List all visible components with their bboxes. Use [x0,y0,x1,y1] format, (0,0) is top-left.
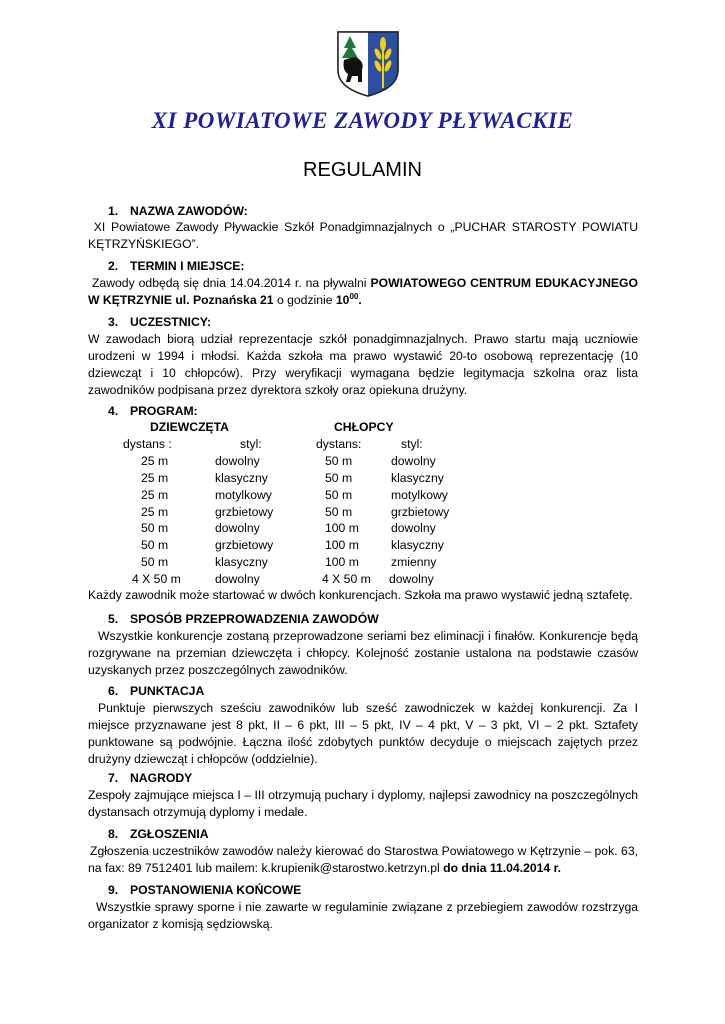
girls-style: dowolny [215,454,260,468]
girls-style: grzbietowy [215,538,274,552]
section-heading-5: 5. SPOSÓB PRZEPROWADZENIA ZAWODÓW [108,612,379,626]
girls-style-label: styl: [240,437,262,451]
girls-header: DZIEWCZĘTA [150,420,229,434]
girls-distance: 50 m [141,521,169,535]
girls-distance: 25 m [141,488,169,502]
boys-distance: 100 m [325,538,359,552]
boys-distance: 100 m [325,555,359,569]
boys-distance: 50 m [325,488,353,502]
document-title: XI POWIATOWE ZAWODY PŁYWACKIE [151,108,574,133]
girls-distance: 25 m [141,505,169,519]
girls-style: klasyczny [215,555,268,569]
section-5-text: Wszystkie konkurencje zostaną przeprowadzone seriami bez eliminacji i finałów. Konkurencje będą rozgrywane na przemian dziewczęta i chłopcy. Kolejność zostanie ustalona na podstawie czasów uzyskanych przez poszczególnych zawodników. [88,629,638,677]
section-9-text: Wszystkie sprawy sporne i nie zawarte w regulaminie związane z przebiegiem zawodów rozstrzyga organizator z komisją sędziowską. [88,900,638,931]
girls-distance: 50 m [141,538,169,552]
section-heading-1: 1. NAZWA ZAWODÓW: [108,204,248,218]
boys-style: motylkowy [391,488,448,502]
girls-style: klasyczny [215,471,268,485]
section-heading-8: 8. ZGŁOSZENIA [108,827,209,841]
section-heading-4: 4. PROGRAM: [108,404,198,418]
section-6-text: Punktuje pierwszych sześciu zawodników lub sześć zawodniczek w każdej konkurencji. Za I miejsce przyznawane jest 8 pkt, II – 6 pkt, III – 5 pkt, IV – 4 pkt, V – 3 pkt, VI – 2 pkt. Sztafety punktowane są podwójnie. Łączna ilość zdobytych punktów decyduje o miejscach zajętych przez drużyny dziewcząt i chłopców (oddzielnie). [88,701,638,766]
section-2-text: Zawody odbędą się dnia 14.04.2014 r. na pływalni POWIATOWEGO CENTRUM EDUKACYJNEGO W KĘTRZYNIE ul. Poznańska 21 o godzinie $10^{00}$. [88,276,639,307]
boys-style: klasyczny [391,538,444,552]
girls-style: grzbietowy [215,505,274,519]
boys-header: CHŁOPCY [334,420,394,434]
boys-distance: 50 m [325,471,353,485]
boys-distance: 4 X 50 m [322,572,371,586]
section-3-text: W zawodach biorą udział reprezentacje szkół ponadgimnazjalnych. Prawo startu mają uczniowie urodzeni w 1994 i młodsi. Każda szkoła ma prawo wystawić 20-to osobową reprezentację (10 dziewcząt i 10 chłopców). Przy weryfikacji wymagana będzie legitymacja szkolna oraz lista zawodników podpisana przez dyrektora szkoły oraz opiekuna drużyny. [88,332,638,397]
boys-style: dowolny [389,572,434,586]
girls-distance: 25 m [141,471,169,485]
girls-distance: 25 m [141,454,169,468]
girls-style: dowolny [215,521,260,535]
boys-style: zmienny [391,555,437,569]
boys-distance: 50 m [325,505,353,519]
section-heading-3: 3. UCZESTNICY: [108,315,212,329]
section-heading-9: 9. POSTANOWIENIA KOŃCOWE [108,883,302,897]
girls-distance: 4 X 50 m [132,572,181,586]
boys-distance: 100 m [325,521,359,535]
section-7-text: Zespoły zajmujące miejsca I – III otrzymują puchary i dyplomy, najlepsi zawodnicy na poszczególnych dystansach otrzymują dyplomy i medale. [88,788,638,819]
boys-style: dowolny [391,454,436,468]
boys-style: grzbietowy [391,505,450,519]
girls-distance-label: dystans : [123,437,172,451]
girls-style: dowolny [215,572,260,586]
boys-style: dowolny [391,521,436,535]
boys-distance-label: dystans: [316,437,362,451]
section-heading-7: 7. NAGRODY [108,771,193,785]
section-heading-6: 6. PUNKTACJA [108,684,205,698]
girls-style: motylkowy [215,488,272,502]
boys-style-label: styl: [401,437,423,451]
section-1-text: XI Powiatowe Zawody Pływackie Szkół Ponadgimnazjalnych o „PUCHAR STAROSTY POWIATU KĘTRZYŃSKIEGO”. [88,220,638,251]
program-note: Każdy zawodnik może startować w dwóch konkurencjach. Szkoła ma prawo wystawić jedną sztafetę. [88,588,633,602]
boys-style: klasyczny [391,471,444,485]
boys-distance: 50 m [325,454,353,468]
document-subtitle: REGULAMIN [303,159,422,181]
section-8-text: Zgłoszenia uczestników zawodów należy kierować do Starostwa Powiatowego w Kętrzynie – pok. 63, na fax: 89 7512401 lub mailem: k.krupienik@starostwo.ketrzyn.pl do dnia 11.04.2014 r. [88,844,638,875]
girls-distance: 50 m [141,555,169,569]
section-heading-2: 2. TERMIN I MIEJSCE: [108,259,245,273]
coat-of-arms-emblem [336,30,400,98]
